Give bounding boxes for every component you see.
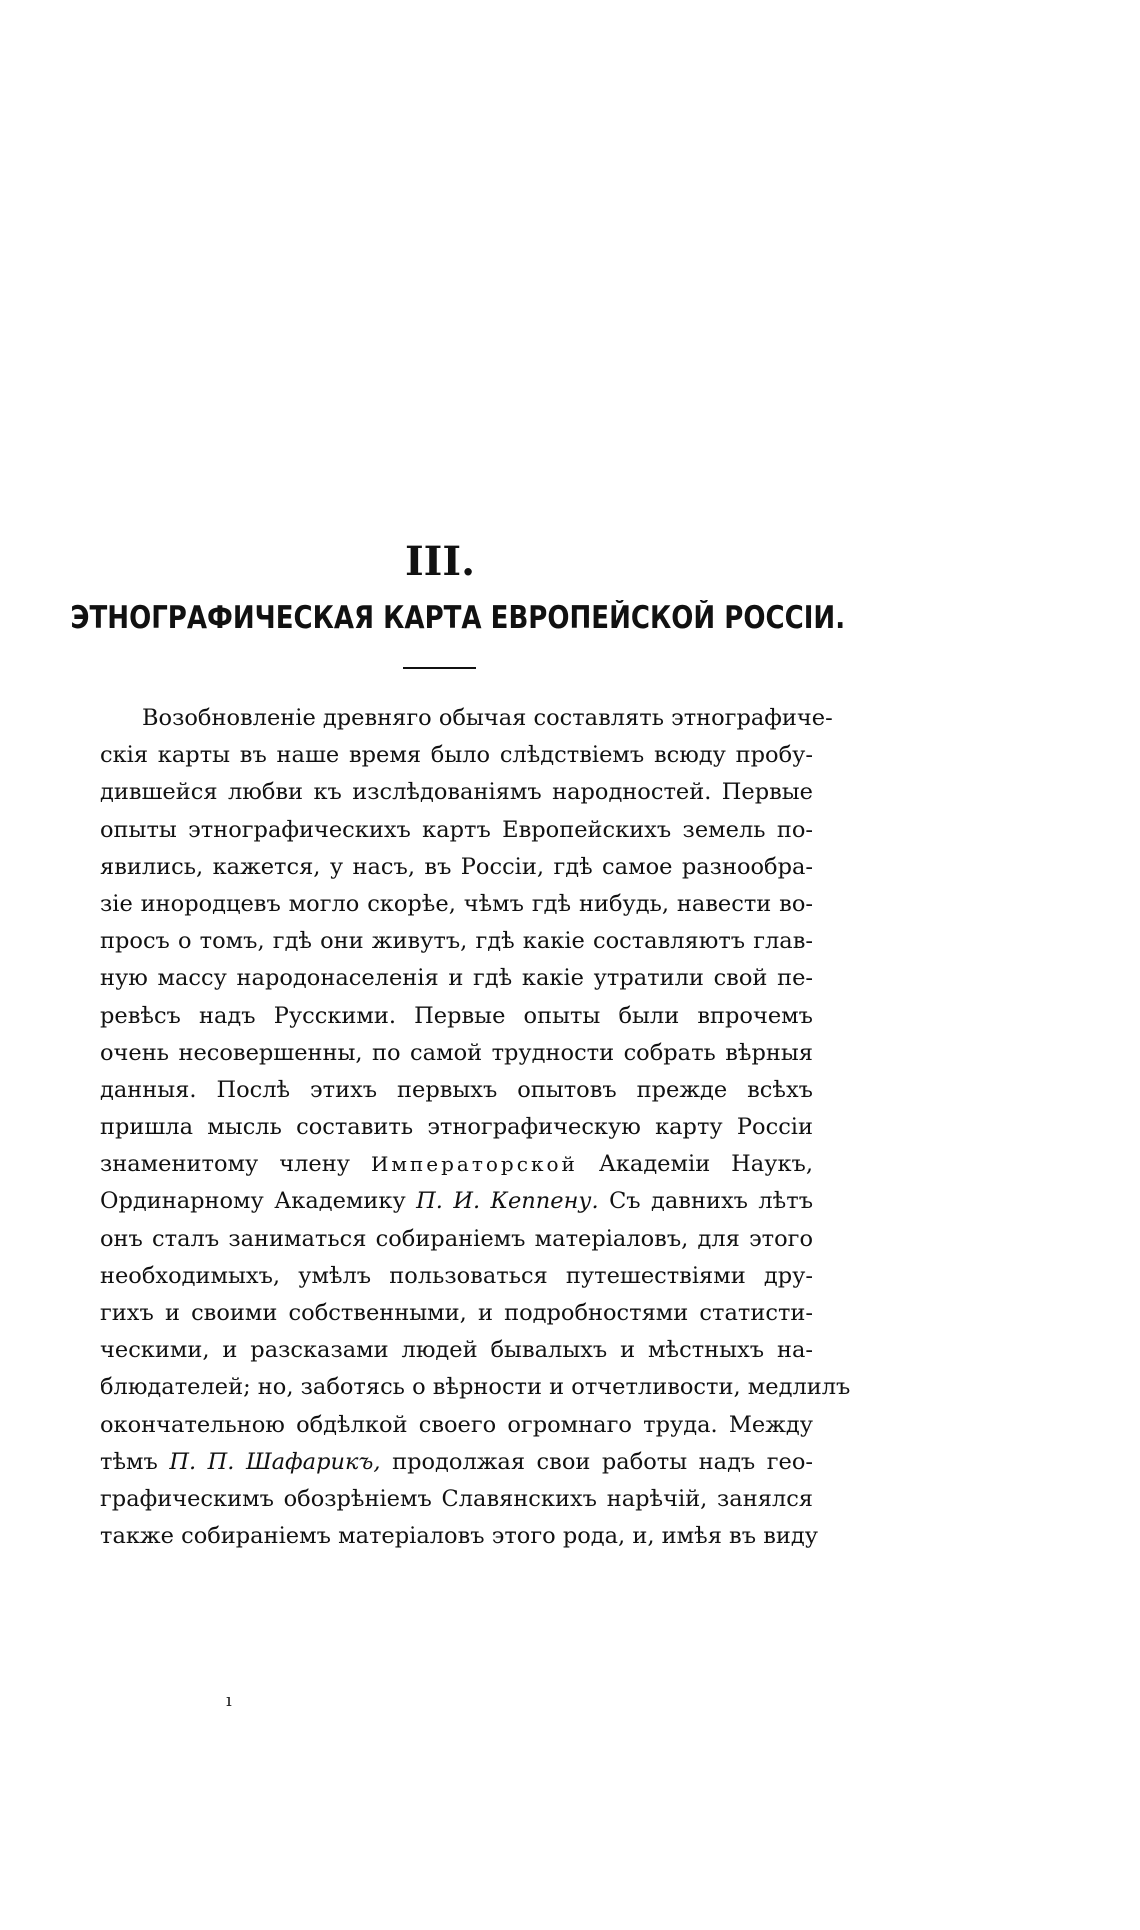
chapter-number: III. — [404, 538, 476, 585]
text-segment: Академіи Наукъ, — [598, 1151, 813, 1178]
text-line — [100, 1183, 813, 1220]
text-line: очень несовершенны, по самой трудности собрать вѣрныя — [100, 1039, 813, 1066]
text-line: пришла мысль составить этнографическую карту Россіи — [100, 1114, 813, 1141]
text-line: графическимъ обозрѣніемъ Славянскихъ нарѣчій, занялся — [100, 1485, 813, 1512]
chapter-title: ЭТНОГРАФИЧЕСКАЯ КАРТА ЕВРОПЕЙСКОЙ РОССІИ. — [70, 600, 846, 636]
body-paragraph — [100, 700, 851, 1555]
text-segment: Ординарному Академику — [100, 1188, 406, 1215]
text-line: опыты этнографическихъ картъ Европейскихъ земель по- — [100, 816, 813, 843]
text-line: данныя. Послѣ этихъ первыхъ опытовъ прежде всѣхъ — [100, 1076, 813, 1103]
text-line: ревѣсъ надъ Русскими. Первые опыты были впрочемъ — [100, 1002, 813, 1029]
text-line: явились, кажется, у насъ, въ Россіи, гдѣ самое разнообра- — [100, 853, 813, 880]
text-line: необходимыхъ, умѣлъ пользоваться путешествіями дру- — [100, 1262, 813, 1289]
spaced-title-text: Императорской — [370, 1152, 578, 1177]
text-line: ную массу народонаселенія и гдѣ какіе утратили свой пе- — [100, 965, 813, 992]
italic-name: П. И. Кеппену. — [416, 1188, 599, 1215]
text-segment: знаменитому члену — [100, 1151, 350, 1178]
text-line: зіе инородцевъ могло скорѣе, чѣмъ гдѣ нибудь, навести во- — [100, 890, 813, 917]
text-segment: тѣмъ — [100, 1448, 158, 1475]
text-line: гихъ и своими собственными, и подробностями статисти- — [100, 1300, 813, 1326]
title-divider — [403, 667, 476, 669]
text-segment: продолжая свои работы надъ гео- — [392, 1448, 814, 1475]
italic-name: П. П. Шафарикъ, — [169, 1448, 381, 1475]
text-line: ческими, и разсказами людей бывалыхъ и мѣстныхъ на- — [100, 1337, 813, 1364]
text-line: блюдателей; но, заботясь о вѣрности и отчетливости, медлилъ — [100, 1374, 851, 1401]
text-line — [100, 1146, 813, 1183]
text-line: окончательною обдѣлкой своего огромнаго труда. Между — [100, 1411, 813, 1438]
text-line: дившейся любви къ изслѣдованіямъ народностей. Первые — [100, 779, 813, 806]
text-line: также собираніемъ матеріаловъ этого рода, и, имѣя въ виду — [100, 1523, 818, 1550]
text-line: онъ сталъ заниматься собираніемъ матеріаловъ, для этого — [100, 1225, 813, 1252]
stray-mark: ı — [226, 1690, 232, 1711]
text-line: скія карты въ наше время было слѣдствіемъ всюду пробу- — [100, 742, 813, 769]
text-segment: Съ давнихъ лѣтъ — [609, 1188, 814, 1215]
text-line — [100, 1444, 813, 1481]
text-line: просъ о томъ, гдѣ они живутъ, гдѣ какіе составляютъ глав- — [100, 928, 813, 955]
text-line: Возобновленіе древняго обычая составлять этнографиче- — [142, 705, 833, 731]
